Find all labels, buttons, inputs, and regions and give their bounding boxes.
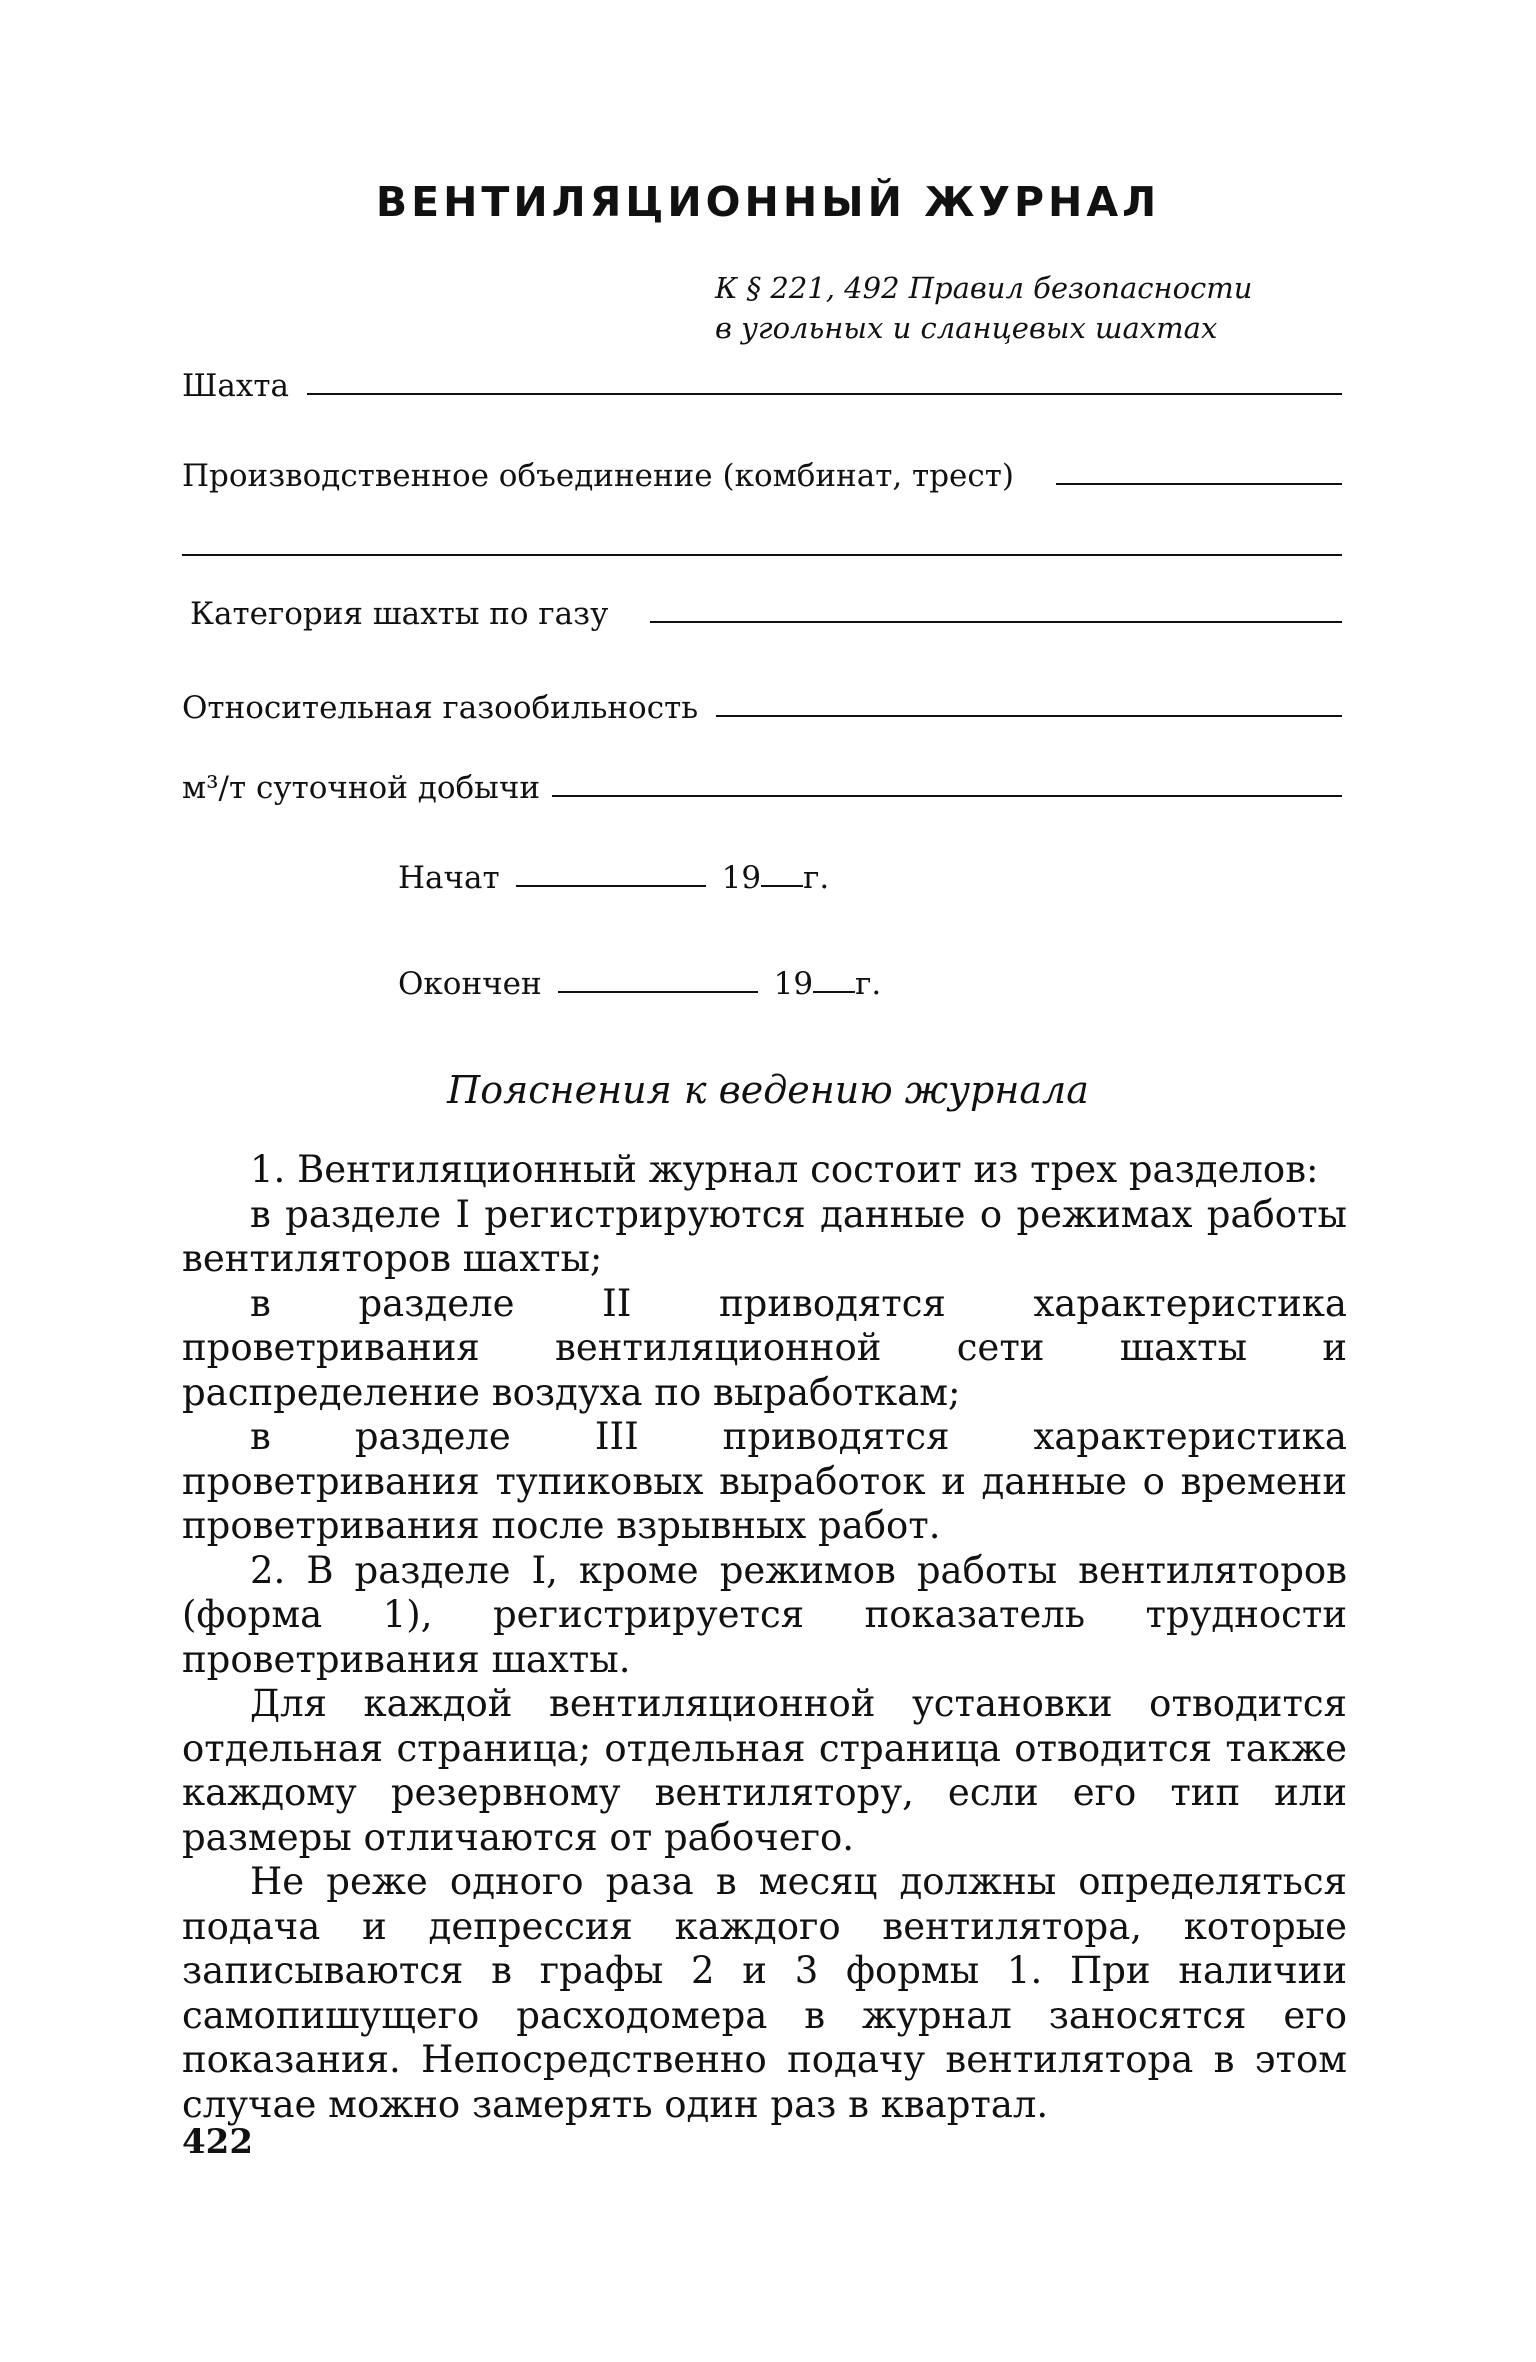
mine-field — [182, 368, 1342, 404]
page-number: 422 — [182, 2122, 253, 2162]
association-label: Производственное объединение (комбинат, трест) — [182, 458, 1015, 494]
ended-date-field — [398, 966, 881, 1002]
mine-blank-line[interactable] — [307, 393, 1342, 395]
explanations-body — [182, 1148, 1347, 2127]
ended-label: Окончен — [398, 966, 542, 1002]
paragraph: в разделе III приводятся характеристика проветривания тупиковых выработок и данные о времени проветривания после взрывных работ. — [182, 1415, 1347, 1547]
ended-year: 19 — [773, 966, 814, 1002]
regulation-reference-line1: К § 221, 492 Правил безопасности — [715, 271, 1253, 305]
started-year: 19 — [721, 860, 762, 896]
section-heading: Пояснения к ведению журнала — [447, 1068, 1089, 1112]
paragraph: Не реже одного раза в месяц должны определяться подача и депрессия каждого вентилятора, которые записываются в графы 2 и 3 формы 1. При наличии самопишущего расходомера в журнал заносятся его показания. Непосредственно подачу вентилятора в этом случае можно замерять один раз в квартал. — [182, 1860, 1347, 2126]
gas-category-blank-line[interactable] — [650, 621, 1342, 623]
paragraph: 1. Вентиляционный журнал состоит из трех разделов: — [250, 1148, 1319, 1191]
mine-label: Шахта — [182, 368, 289, 404]
ended-date-blank[interactable] — [558, 991, 758, 993]
per-ton-field — [182, 770, 1342, 806]
paragraph: в разделе I регистрируются данные о режимах работы вентиляторов шахты; — [182, 1192, 1347, 1280]
association-blank-line[interactable] — [1056, 483, 1342, 485]
ended-suffix: г. — [855, 966, 882, 1002]
regulation-reference — [715, 268, 1355, 348]
paragraph: в разделе II приводятся характеристика проветривания вентиляционной сети шахты и распределение воздуха по выработкам; — [182, 1281, 1347, 1414]
paragraph: Для каждой вентиляционной установки отводится отдельная страница; отдельная страница отводится также каждому резервному вентилятору, если его тип или размеры отличаются от рабочего. — [182, 1682, 1347, 1859]
per-ton-blank-line[interactable] — [552, 795, 1342, 797]
per-ton-label: м³/т суточной добычи — [182, 770, 540, 806]
association-field — [182, 458, 1342, 494]
started-date-field — [398, 860, 829, 896]
paragraph: 2. В разделе I, кроме режимов работы вентиляторов (форма 1), регистрируется показатель трудности проветривания шахты. — [182, 1548, 1347, 1681]
gas-content-field — [182, 690, 1342, 726]
gas-content-blank-line[interactable] — [716, 715, 1342, 717]
gas-category-label: Категория шахты по газу — [190, 596, 609, 632]
started-suffix: г. — [803, 860, 830, 896]
regulation-reference-line2: в угольных и сланцевых шахтах — [715, 311, 1218, 345]
page-title: ВЕНТИЛЯЦИОННЫЙ ЖУРНАЛ — [375, 178, 1161, 226]
association-continuation-line[interactable] — [182, 554, 1342, 556]
gas-content-label: Относительная газообильность — [182, 690, 699, 726]
started-label: Начат — [398, 860, 500, 896]
gas-category-field — [182, 596, 1342, 632]
started-year-blank[interactable] — [761, 885, 803, 887]
ended-year-blank[interactable] — [813, 991, 855, 993]
started-date-blank[interactable] — [516, 885, 706, 887]
